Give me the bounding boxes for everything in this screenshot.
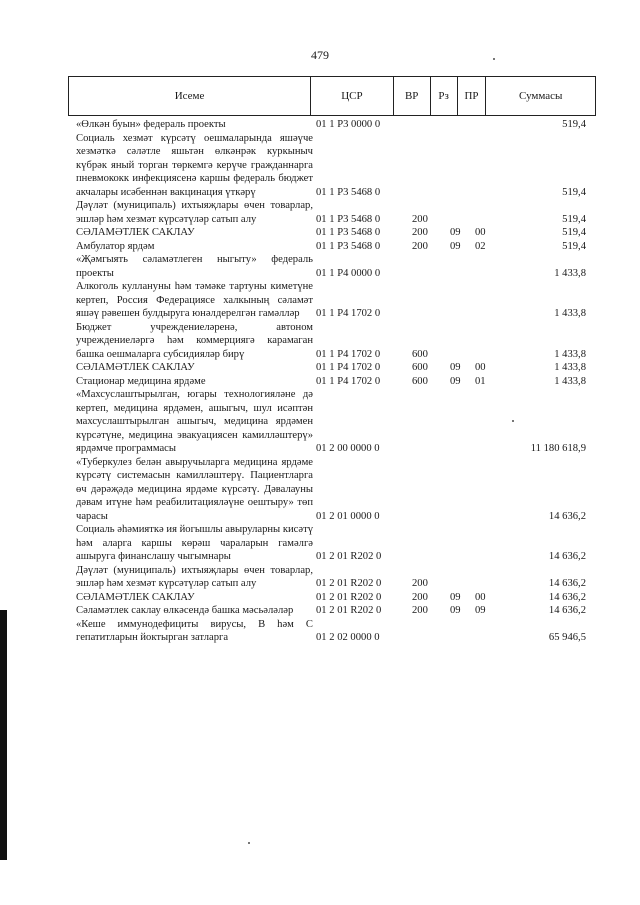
row-csr: 01 1 P3 5468 0 (316, 240, 381, 252)
row-name: «Өлкән буын» федераль проекты (76, 119, 226, 130)
row-vr: 200 (412, 213, 428, 225)
row-sum: 14 636,2 (548, 605, 586, 616)
table-row (0, 618, 640, 645)
scan-speck (493, 58, 495, 60)
table-row (0, 280, 640, 321)
row-name: Бюджет учреждениеләренә, автоном учреждениеләргә һәм коммерциягә карамаган башка оешмаларга субсидияләр бирү (76, 321, 313, 360)
row-sum: 14 636,2 (548, 591, 586, 603)
row-vr: 200 (412, 578, 428, 589)
row-csr: 01 1 P4 1702 0 (316, 375, 381, 387)
scan-speck (512, 420, 514, 422)
table-row (0, 388, 640, 456)
table-header (68, 76, 596, 116)
row-csr: 01 1 P4 1702 0 (316, 348, 381, 360)
table-row (0, 240, 640, 254)
row-rz: 09 (450, 605, 461, 616)
table-body (0, 118, 640, 645)
row-sum: 519,4 (562, 186, 586, 198)
row-sum: 65 946,5 (548, 632, 586, 643)
row-sum: 519,4 (562, 227, 586, 238)
row-sum: 11 180 618,9 (530, 443, 586, 454)
row-sum: 14 636,2 (548, 510, 586, 522)
table-row (0, 118, 640, 132)
row-csr: 01 1 P3 0000 0 (316, 119, 381, 130)
row-sum: 1 433,8 (554, 308, 586, 319)
table-row (0, 456, 640, 524)
row-name: Дәүләт (муниципаль) ихтыяҗлары өчен товарлар, эшләр һәм хезмәт күрсәтүләр сатып алу (76, 564, 313, 589)
row-csr: 01 1 P3 5468 0 (316, 186, 381, 198)
row-csr: 01 2 01 R202 0 (316, 605, 382, 616)
row-sum: 14 636,2 (548, 551, 586, 562)
header-csr: ЦСР (311, 77, 394, 115)
row-sum: 1 433,8 (554, 375, 586, 387)
table-row (0, 361, 640, 375)
row-vr: 200 (412, 605, 428, 616)
row-sum: 1 433,8 (554, 362, 586, 373)
header-sum: Суммасы (519, 90, 563, 102)
row-rz: 09 (450, 591, 461, 603)
row-name: «Махсуслаштырылган, югары технологияләне дә кертеп, медицина ярдәмен, ашыгыч, шул исәптән махсуслаштырылган ашыгыч, медицина ярдәмен күрсәтүне, медицина эвакуациясен камилләштерү» ярдәмче программасы (76, 389, 313, 454)
row-sum: 519,4 (562, 119, 586, 130)
row-csr: 01 1 P4 1702 0 (316, 362, 381, 373)
row-rz: 09 (450, 240, 461, 252)
row-pr: 00 (475, 591, 486, 603)
row-vr: 600 (412, 348, 428, 360)
table-row (0, 375, 640, 389)
row-csr: 01 2 00 0000 0 (316, 443, 380, 454)
table-row (0, 226, 640, 240)
row-rz: 09 (450, 227, 461, 238)
row-pr: 02 (475, 240, 486, 252)
row-vr: 200 (412, 591, 428, 603)
header-rz: Рз (431, 77, 458, 115)
row-vr: 200 (412, 227, 428, 238)
row-vr: 600 (412, 375, 428, 387)
scan-speck (248, 842, 250, 844)
table-row (0, 132, 640, 200)
row-pr: 00 (475, 362, 486, 373)
row-name: СӘЛАМӘТЛЕК САКЛАУ (76, 227, 195, 238)
row-name: Социаль хезмәт күрсәтү оешмаларында яшәүче хезмәткә сәләтле яшьтән өлкәнрәк куркыныч күбрәк яный торган төркемгә керүче гражданнарга пневмококк инфекциясенә каршы федераль бюджет акчалары исәбеннән вакцинация үткәрү (76, 132, 313, 198)
row-vr: 600 (412, 362, 428, 373)
row-sum: 14 636,2 (548, 578, 586, 589)
row-name: «Җәмгыять сәламәтлеген ныгыту» федераль проекты (76, 254, 313, 279)
row-name: СӘЛАМӘТЛЕК САКЛАУ (76, 362, 195, 373)
row-name: Алкоголь куллануны һәм тәмәке тартуны киметүне кертеп, Россия Федерациясе халкының сәламәт яшәү рәвешен булдыруга юнәлдерелгән гамәлләр (76, 281, 313, 319)
table-row (0, 321, 640, 362)
row-rz: 09 (450, 375, 461, 387)
row-name: Сәламәтлек саклау өлкәсендә башка мәсьәләләр (76, 605, 294, 616)
row-sum: 1 433,8 (554, 348, 586, 360)
page-number: 479 (311, 48, 329, 62)
row-sum: 519,4 (562, 240, 586, 252)
row-rz: 09 (450, 362, 461, 373)
row-csr: 01 2 01 R202 0 (316, 551, 382, 562)
table-row (0, 564, 640, 591)
row-sum: 519,4 (562, 213, 586, 225)
row-name: «Туберкулез белән авыручыларга медицина ярдәме күрсәтү системасын камилләштерү. Пациентларга өч дәрәҗәдә медицина ярдәме күрсәтү. Дәвалауны дәвам итүне һәм реабилитацияләүне оештыру» төп чарасы (76, 456, 313, 522)
row-name: Социаль әһәмияткә ия йогышлы авыруларны кисәтү һәм аларга каршы көрәш чараларын гамәлгә ашыруга финанслашу чыгымнары (76, 524, 313, 562)
row-csr: 01 2 02 0000 0 (316, 632, 380, 643)
row-name: Дәүләт (муниципаль) ихтыяҗлары өчен товарлар, эшләр һәм хезмәт күрсәтүләр сатып алу (76, 200, 313, 225)
row-vr: 200 (412, 240, 428, 252)
row-name: СӘЛАМӘТЛЕК САКЛАУ (76, 591, 195, 603)
row-csr: 01 2 01 0000 0 (316, 510, 380, 522)
row-csr: 01 2 01 R202 0 (316, 591, 382, 603)
row-pr: 09 (475, 605, 486, 616)
table-row (0, 199, 640, 226)
table-row (0, 604, 640, 618)
row-sum: 1 433,8 (554, 267, 586, 279)
row-csr: 01 1 P3 5468 0 (316, 213, 381, 225)
scan-edge-shadow (0, 610, 7, 860)
row-csr: 01 1 P3 5468 0 (316, 227, 381, 238)
row-pr: 00 (475, 227, 486, 238)
table-row (0, 523, 640, 564)
row-csr: 01 1 P4 0000 0 (316, 267, 381, 279)
header-vr: ВР (394, 77, 431, 115)
row-name: Амбулатор ярдәм (76, 240, 155, 252)
row-pr: 01 (475, 375, 486, 387)
row-csr: 01 2 01 R202 0 (316, 578, 382, 589)
header-name: Исеме (69, 77, 311, 115)
row-name: Стационар медицина ярдәме (76, 375, 206, 387)
table-row (0, 591, 640, 605)
table-row (0, 253, 640, 280)
header-pr: ПР (458, 77, 487, 115)
row-name: «Кеше иммунодефициты вирусы, B һәм C гепатитларын йоктырган затларга (76, 618, 313, 643)
row-csr: 01 1 P4 1702 0 (316, 308, 381, 319)
